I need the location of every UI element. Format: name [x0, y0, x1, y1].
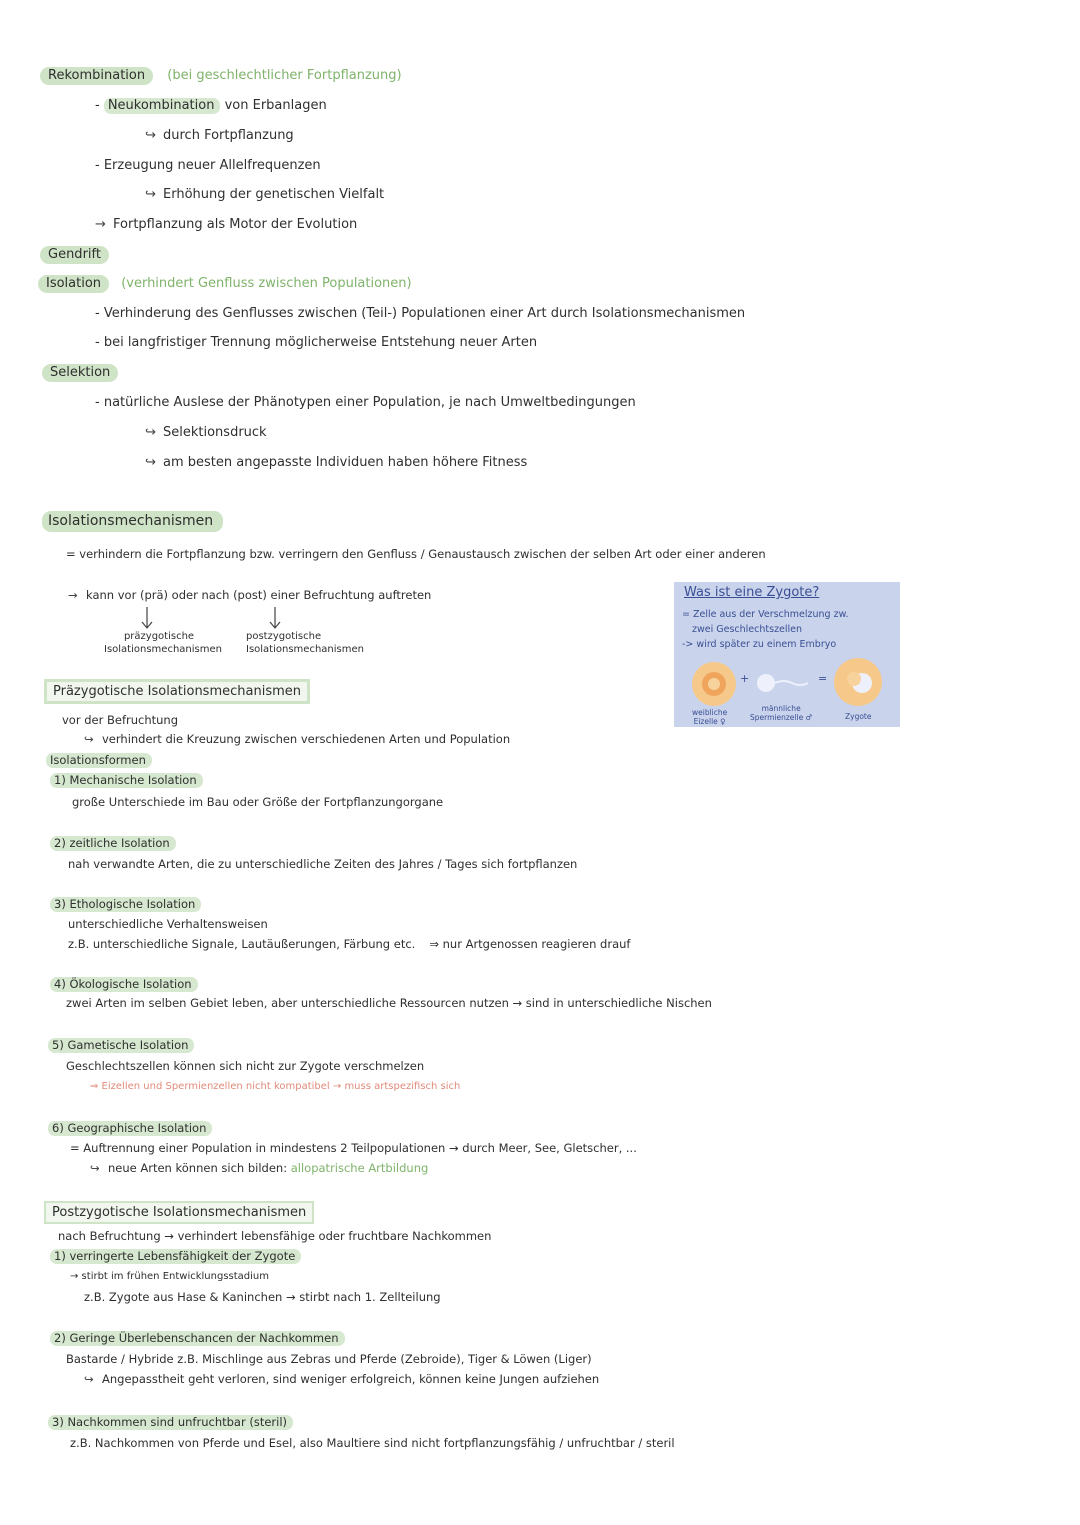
hook-arrow-icon: ↪: [145, 455, 156, 470]
right-arrow-icon: →: [95, 217, 106, 232]
post-item1-title: 1) verringerte Lebensfähigkeit der Zygote: [50, 1247, 301, 1265]
equals-sign: =: [818, 672, 828, 685]
hook-arrow-icon: ↪: [145, 187, 156, 202]
isolation-title: Isolation: [38, 275, 109, 293]
mech-when: → kann vor (prä) oder nach (post) einer Befruchtung auftreten: [68, 588, 432, 602]
sperm-cell-icon: [757, 674, 775, 692]
hook-arrow-icon: ↪: [145, 425, 156, 440]
post-item2-title: 2) Geringe Überlebenschancen der Nachkommen: [50, 1329, 345, 1347]
prae-item6-title: 6) Geographische Isolation: [48, 1119, 212, 1137]
prae-item2-desc: nah verwandte Arten, die zu unterschiedliche Zeiten des Jahres / Tages sich fortpflanzen: [68, 857, 578, 871]
post-item2-note: ↪ Angepasstheit geht verloren, sind weniger erfolgreich, können keine Jungen aufziehen: [84, 1372, 600, 1386]
post-item3-title: 3) Nachkommen sind unfruchtbar (steril): [48, 1413, 293, 1431]
isolation-line2: - bei langfristiger Trennung möglicherweise Entstehung neuer Arten: [95, 335, 538, 350]
plus-sign: +: [740, 672, 750, 685]
prae-item3-title: 3) Ethologische Isolation: [50, 895, 201, 913]
prae-item2-title: 2) zeitliche Isolation: [50, 834, 176, 852]
prae-line2: ↪ verhindert die Kreuzung zwischen verschiedenen Arten und Population: [84, 732, 511, 746]
post-item1-example: z.B. Zygote aus Hase & Kaninchen → stirbt nach 1. Zellteilung: [84, 1290, 441, 1304]
post-title: Postzygotische Isolationsmechanismen: [44, 1201, 314, 1224]
prae-item3-example: z.B. unterschiedliche Signale, Lautäußerungen, Färbung etc. ⇒ nur Artgenossen reagieren drauf: [68, 937, 631, 951]
recomb-line4: ↪ Erhöhung der genetischen Vielfalt: [145, 187, 385, 202]
recomb-line2: ↪ durch Fortpflanzung: [145, 128, 294, 143]
post-item1-desc: → stirbt im frühen Entwicklungsstadium: [70, 1271, 269, 1282]
prae-item3-desc: unterschiedliche Verhaltensweisen: [68, 917, 268, 931]
prae-item4-title: 4) Ökologische Isolation: [50, 975, 198, 993]
prae-item5-title: 5) Gametische Isolation: [48, 1036, 194, 1054]
recomb-line3: - Erzeugung neuer Allelfrequenzen: [95, 158, 321, 173]
zygote-info-box: [674, 582, 900, 727]
hook-arrow-icon: ↪: [145, 128, 156, 143]
recomb-line1: - Neukombination von Erbanlagen: [95, 98, 327, 113]
prae-title: Präzygotische Isolationsmechanismen: [44, 679, 310, 704]
prae-line1: vor der Befruchtung: [62, 713, 179, 727]
post-line1: nach Befruchtung → verhindert lebensfähige oder fruchtbare Nachkommen: [58, 1229, 492, 1243]
gendrift-title: Gendrift: [40, 246, 109, 264]
mech-definition: = verhindern die Fortpflanzung bzw. verringern den Genfluss / Genaustausch zwischen der selben Art oder einer anderen: [66, 547, 766, 561]
prae-item6-desc: = Auftrennung einer Population in mindestens 2 Teilpopulationen → durch Meer, See, Gletscher, ...: [70, 1141, 637, 1155]
post-item2-desc: Bastarde / Hybride z.B. Mischlinge aus Zebras und Pferde (Zebroide), Tiger & Löwen (Liger): [66, 1352, 592, 1366]
isolation-subtitle: (verhindert Genfluss zwischen Populationen): [121, 276, 412, 291]
zygote-box-title: Was ist eine Zygote?: [684, 585, 820, 600]
egg-caption: weibliche Eizelle ♀: [692, 708, 728, 726]
zygote-box-line3: -> wird später zu einem Embryo: [682, 639, 837, 650]
hook-arrow-icon: ↪: [84, 732, 94, 746]
right-arrow-icon: →: [68, 588, 78, 602]
mech-title: Isolationsmechanismen: [42, 511, 223, 532]
prae-item6-note: ↪ neue Arten können sich bilden: allopatrische Artbildung: [90, 1161, 429, 1175]
prae-heading: [44, 683, 310, 701]
selektion-line1: - natürliche Auslese der Phänotypen einer Population, je nach Umweltbedingungen: [95, 395, 636, 410]
zygote-caption: Zygote: [845, 712, 872, 721]
prae-item1-title: 1) Mechanische Isolation: [50, 771, 203, 789]
hook-arrow-icon: ↪: [90, 1161, 100, 1175]
zygote-box-line1: = Zelle aus der Verschmelzung zw.: [682, 609, 849, 620]
prae-item4-desc: zwei Arten im selben Gebiet leben, aber unterschiedliche Ressourcen nutzen → sind in unterschiedliche Nischen: [66, 996, 712, 1010]
selektion-line3: ↪ am besten angepasste Individuen haben höhere Fitness: [145, 455, 528, 470]
prae-item5-desc: Geschlechtszellen können sich nicht zur Zygote verschmelzen: [66, 1059, 425, 1073]
prae-branch-label: präzygotische Isolationsmechanismen: [104, 631, 222, 655]
prae-item1-desc: große Unterschiede im Bau oder Größe der Fortpflanzungorgane: [72, 795, 444, 809]
branch-arrows: [0, 0, 400, 640]
selektion-line2: ↪ Selektionsdruck: [145, 425, 267, 440]
selektion-title: Selektion: [42, 364, 118, 382]
isolation-line1: - Verhinderung des Genflusses zwischen (Teil-) Populationen einer Art durch Isolationsmechanismen: [95, 306, 746, 321]
post-item3-desc: z.B. Nachkommen von Pferde und Esel, also Maultiere sind nicht fortpflanzungsfähig / unfruchtbar / steril: [70, 1436, 675, 1450]
recomb-title: Rekombination: [40, 67, 153, 85]
post-branch-label: postzygotische Isolationsmechanismen: [246, 631, 364, 655]
recomb-line5: → Fortpflanzung als Motor der Evolution: [95, 217, 358, 232]
hook-arrow-icon: ↪: [84, 1372, 94, 1386]
post-heading: [44, 1204, 314, 1222]
sperm-caption: männliche Spermienzelle ♂: [750, 704, 813, 722]
zygote-box-line2: zwei Geschlechtszellen: [692, 624, 803, 635]
recomb-subtitle: (bei geschlechtlicher Fortpflanzung): [167, 68, 402, 83]
prae-item5-note: ⇒ Eizellen und Spermienzellen nicht kompatibel → muss artspezifisch sich: [90, 1081, 461, 1092]
prae-forms: Isolationsformen: [46, 751, 152, 769]
